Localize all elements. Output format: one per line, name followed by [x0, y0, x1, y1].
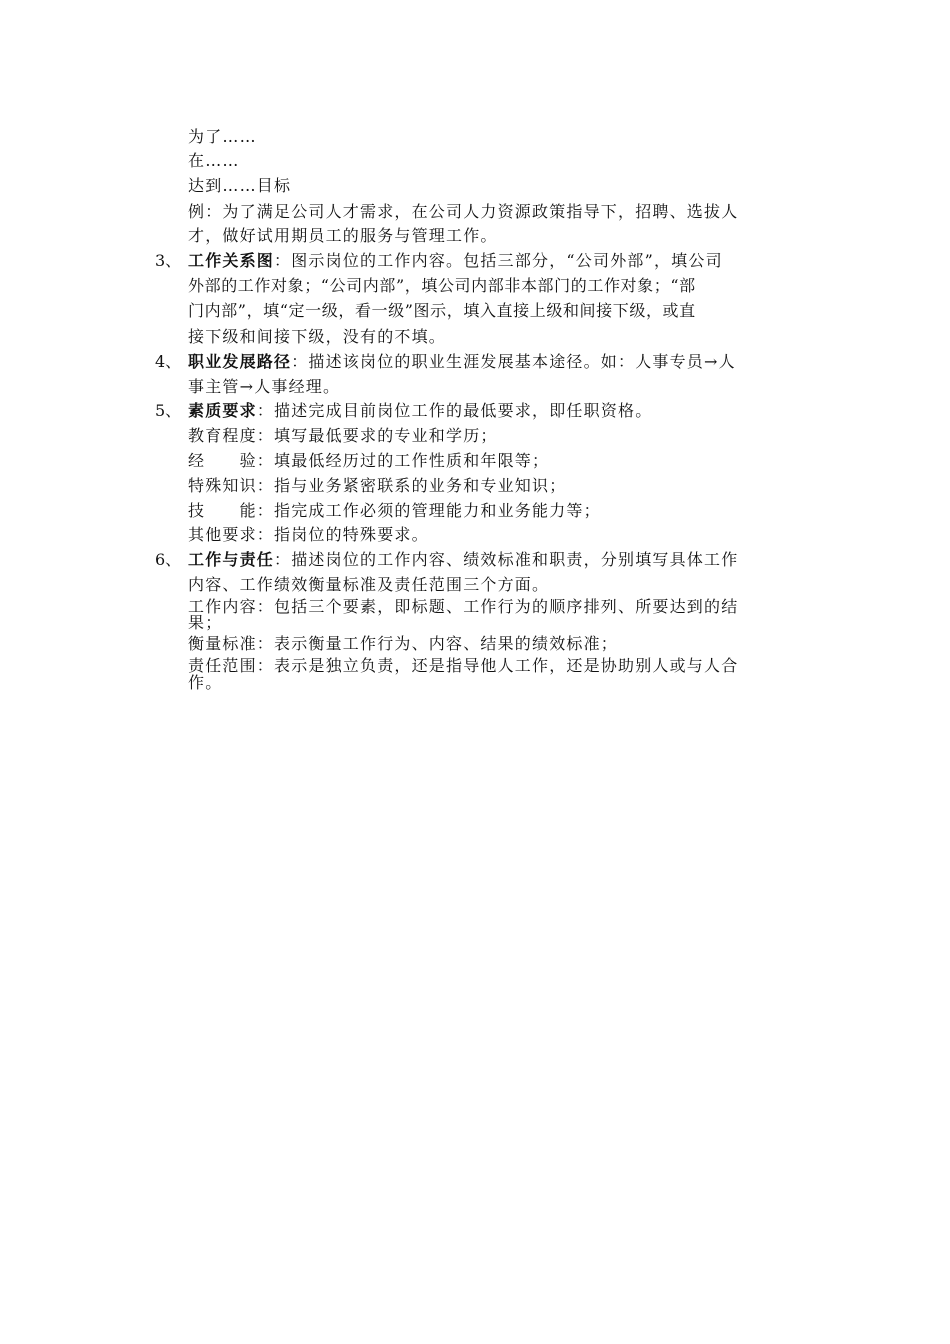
item-4-number: 4、: [155, 352, 182, 371]
item-6-standard: 衡量标准：表示衡量工作行为、内容、结果的绩效标准；: [188, 634, 619, 653]
item-6-responsibility-2: 作。: [188, 673, 223, 692]
item-4-text-1: ：描述该岗位的职业生涯发展基本途径。如：人事专员→人: [291, 352, 736, 371]
item-5-education: 教育程度：填写最低要求的专业和学历；: [188, 426, 498, 445]
item-3-line-4: 接下级和间接下级，没有的不填。: [188, 327, 447, 346]
item-4-title: 职业发展路径: [188, 352, 292, 371]
item-5-special-knowledge: 特殊知识：指与业务紧密联系的业务和专业知识；: [188, 476, 567, 495]
item-5-text-1: ：描述完成目前岗位工作的最低要求，即任职资格。: [256, 401, 653, 420]
item-5-skills: 技 能：指完成工作必须的管理能力和业务能力等；: [188, 501, 601, 520]
item-5-experience: 经 验：填最低经历过的工作性质和年限等；: [188, 451, 550, 470]
item-4-line-1: [188, 351, 736, 373]
item-3-line-2: 外部的工作对象；“公司内部”，填公司内部非本部门的工作对象；“部: [188, 276, 696, 295]
purpose-example-line-1: 例：为了满足公司人才需求，在公司人力资源政策指导下，招聘、选拔人: [188, 202, 739, 221]
item-3-text-1: ：图示岗位的工作内容。包括三部分，“公司外部”，填公司: [274, 251, 723, 270]
purpose-line-1: 为了……: [188, 127, 257, 146]
item-6-line-1: [188, 549, 738, 571]
purpose-line-3: 达到……目标: [188, 176, 292, 195]
item-5-title: 素质要求: [188, 401, 257, 420]
item-6-title: 工作与责任: [188, 550, 275, 569]
item-5-other: 其他要求：指岗位的特殊要求。: [188, 525, 429, 544]
item-3-line-1: [188, 250, 723, 272]
purpose-example-line-2: 才，做好试用期员工的服务与管理工作。: [188, 226, 498, 245]
item-6-responsibility-1: 责任范围：表示是独立负责，还是指导他人工作，还是协助别人或与人合: [188, 656, 739, 675]
item-4-line-2: 事主管→人事经理。: [188, 377, 341, 396]
item-6-work-content-1: 工作内容：包括三个要素，即标题、工作行为的顺序排列、所要达到的结: [188, 597, 739, 616]
item-3-number: 3、: [155, 251, 182, 270]
item-5-number: 5、: [155, 401, 182, 420]
item-6-number: 6、: [155, 550, 182, 569]
item-5-line-1: [188, 400, 652, 422]
item-6-text-1: ：描述岗位的工作内容、绩效标准和职责，分别填写具体工作: [274, 550, 739, 569]
item-3-line-3: 门内部”，填“定一级，看一级”图示，填入直接上级和间接下级，或直: [188, 301, 696, 320]
purpose-line-2: 在……: [188, 151, 240, 170]
item-6-line-2: 内容、工作绩效衡量标准及责任范围三个方面。: [188, 575, 550, 594]
item-3-title: 工作关系图: [188, 251, 275, 270]
item-6-work-content-2: 果；: [188, 613, 223, 632]
